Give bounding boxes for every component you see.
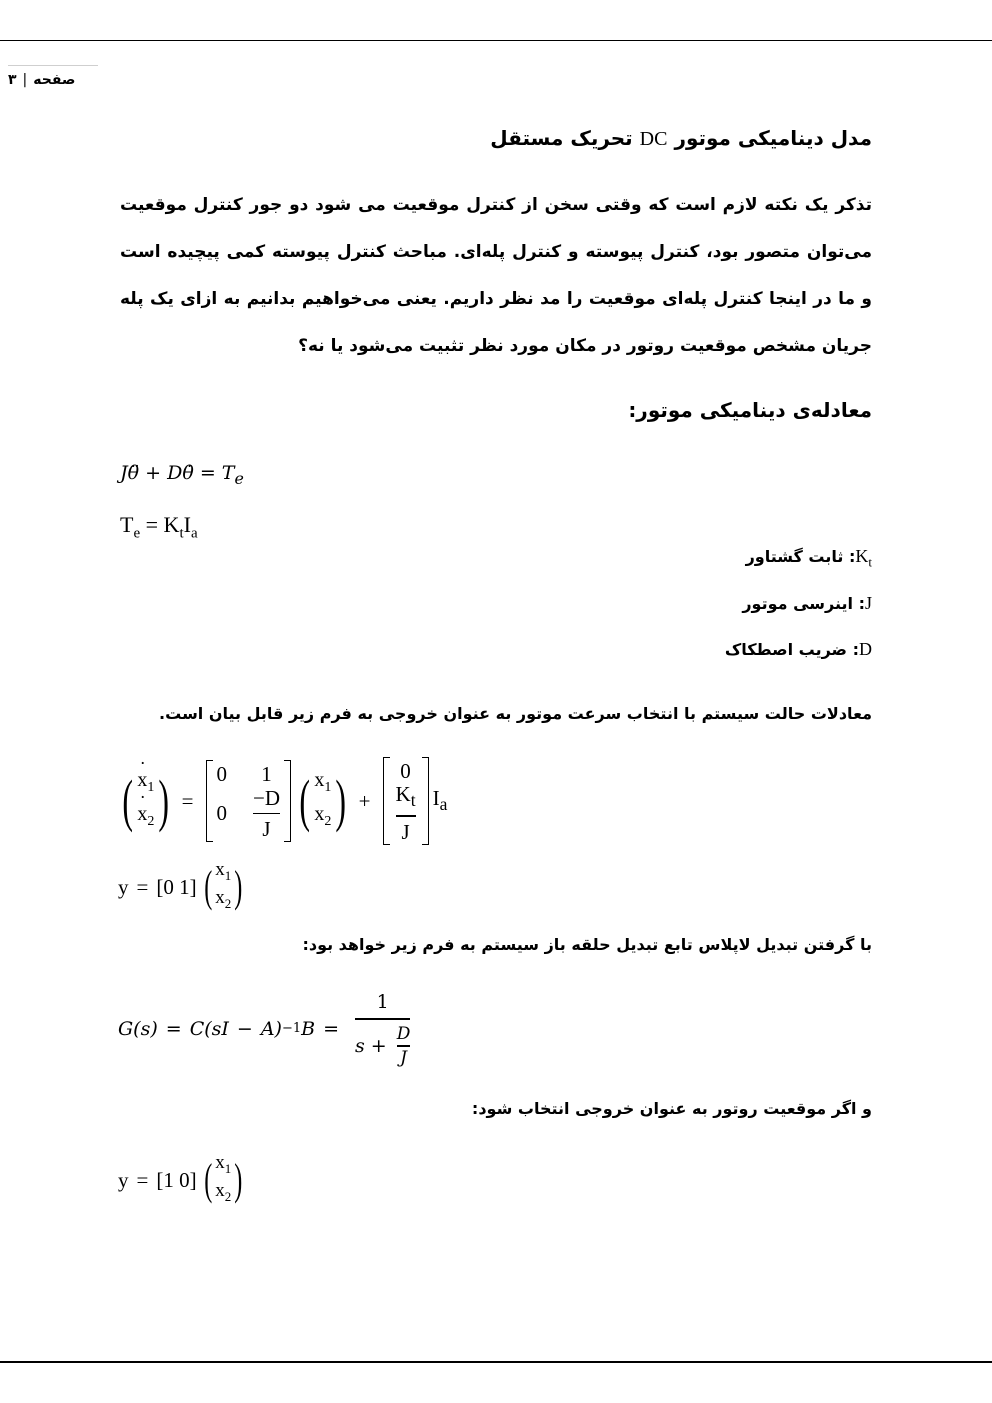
fraction-numerator xyxy=(396,783,416,811)
definition-colon: : xyxy=(848,547,856,566)
matrix-cell: 1 xyxy=(261,761,272,786)
page-number-rule xyxy=(8,65,98,66)
definition-j xyxy=(742,593,872,614)
b-term: B xyxy=(301,1017,316,1040)
right-bracket xyxy=(284,760,291,843)
definition-meaning: ثابت گشتاور xyxy=(745,547,844,566)
x-dot: ˙ x xyxy=(137,803,147,825)
minus-sign: − xyxy=(236,1017,253,1040)
left-paren: ( xyxy=(122,768,133,833)
c-matrix: [1 0] xyxy=(156,1167,197,1192)
transfer-function-equation xyxy=(118,990,410,1068)
fraction-bar xyxy=(397,1045,411,1047)
page-separator: | xyxy=(22,72,28,88)
y-symbol: y xyxy=(118,1167,129,1192)
fraction-denominator: J xyxy=(400,1047,407,1068)
subscript: t xyxy=(410,790,416,811)
b-vector xyxy=(383,757,429,845)
left-paren: ( xyxy=(299,768,310,833)
subscript: 1 xyxy=(224,868,232,883)
x-symbol: x xyxy=(215,887,225,908)
vector-column xyxy=(390,757,422,845)
state-vector xyxy=(295,767,351,835)
state-equation-intro: معادلات حالت سیستم با انتخاب سرعت موتور به عنوان خروجی به فرم زیر قابل بیان است. xyxy=(159,704,872,723)
subscript: 2 xyxy=(324,814,332,829)
left-paren: ( xyxy=(203,1155,212,1204)
fraction-bar xyxy=(253,813,280,815)
subscript: 1 xyxy=(224,1161,232,1176)
fraction-denominator: J xyxy=(401,819,410,844)
eq-subscript: e xyxy=(234,468,244,488)
vector-entry xyxy=(215,1152,231,1180)
eq-subscript: e xyxy=(133,525,141,542)
equals-sign: = xyxy=(323,1017,340,1040)
equals-sign: = xyxy=(136,1167,149,1192)
subscript: 1 xyxy=(324,780,332,795)
definition-meaning: ضریب اصطکاک xyxy=(724,640,848,659)
matrix-grid xyxy=(213,760,285,843)
definition-colon: : xyxy=(858,594,865,613)
definition-d xyxy=(725,639,872,660)
vector-entries xyxy=(314,767,331,835)
x-symbol: x xyxy=(314,769,325,791)
fraction-denominator: J xyxy=(262,817,271,842)
left-bracket xyxy=(206,760,213,843)
footer-rule xyxy=(0,1361,992,1363)
equals-sign: = xyxy=(181,788,194,813)
state-vector xyxy=(215,1152,231,1208)
transfer-function-intro: با گرفتن تبدیل لاپلاس تابع تبدیل حلقه باز سیستم به فرم زیر خواهد بود: xyxy=(302,935,872,954)
eq-operator: = xyxy=(199,462,216,484)
subscript: 2 xyxy=(224,895,232,911)
state-equation xyxy=(118,760,447,842)
d-over-j-fraction xyxy=(397,1024,411,1068)
eq-operator: = xyxy=(145,512,159,537)
subscript: 1 xyxy=(147,780,155,795)
title-part-2: تحریک مستقل xyxy=(490,126,633,150)
c-matrix: [0 1] xyxy=(156,874,197,899)
title-part-1: مدل دینامیکی موتور xyxy=(674,126,872,150)
eq-operator: + xyxy=(145,462,162,484)
matrix-cell: 0 xyxy=(216,761,227,786)
i-symbol: I xyxy=(432,786,440,811)
x-symbol: x xyxy=(215,1152,225,1174)
intro-paragraph: تذکر یک نکته لازم است که وقتی سخن از کنترل موقعیت می شود دو جور کنترل موقعیت می‌توان متصور بود، کنترل پیوسته و کنترل پله‌ای. مباحث کنترل پیوسته کمی پیچیده است و ما در اینجا کنترل پله‌ای موقعیت را مد نظر داریم. یعنی می‌خواهیم بدانیم به ازای یک پله جریان مشخص موقعیت روتور در مکان مورد نظر تثبیت می‌شود یا نه؟ xyxy=(120,195,872,356)
vector-entry xyxy=(314,801,331,835)
fraction-numerator: 1 xyxy=(376,991,389,1013)
definition-symbol: J xyxy=(864,593,872,613)
dynamics-heading: معادله‌ی دینامیکی موتور: xyxy=(628,398,872,422)
vector-entry xyxy=(215,887,231,915)
equals-sign: = xyxy=(165,1017,182,1040)
right-paren: ) xyxy=(234,1155,243,1204)
vector-entry xyxy=(215,859,231,887)
equals-sign: = xyxy=(136,874,149,899)
fraction-numerator: D xyxy=(396,1023,411,1044)
header-rule xyxy=(0,40,992,41)
torque-equation xyxy=(120,512,198,542)
eq-symbol: T xyxy=(120,512,134,537)
subscript: 2 xyxy=(147,814,155,829)
page-title xyxy=(490,126,872,151)
plus-sign: + xyxy=(370,1034,387,1057)
symbol-text: K xyxy=(855,546,869,566)
right-bracket xyxy=(422,757,429,845)
page-label: صفحه xyxy=(33,72,76,88)
g-of-s: G(s) xyxy=(118,1017,158,1040)
eq-symbol: K xyxy=(163,512,180,537)
x-dot: ˙ x xyxy=(137,769,147,791)
subscript: 2 xyxy=(224,1188,232,1204)
dynamics-equation xyxy=(120,462,244,488)
speed-output-equation xyxy=(118,859,246,912)
inverse-exponent: −1 xyxy=(281,1021,302,1037)
a-matrix xyxy=(206,760,292,843)
c-si-term: C(sI xyxy=(189,1017,229,1040)
left-paren: ( xyxy=(203,862,212,911)
vector-entries xyxy=(137,767,154,835)
definition-colon: : xyxy=(852,640,859,659)
eq-subscript: a xyxy=(190,525,198,542)
fraction-numerator: −D xyxy=(253,785,281,810)
vector-entry xyxy=(314,767,331,801)
definition-symbol: D xyxy=(859,639,872,659)
right-paren: ) xyxy=(335,768,347,833)
fraction-bar xyxy=(396,815,416,817)
vector-entry xyxy=(137,801,154,835)
definition-kt xyxy=(746,546,872,571)
fraction-bar xyxy=(355,1018,410,1020)
title-latin: DC xyxy=(639,128,668,150)
definition-meaning: اینرسی موتور xyxy=(742,594,853,613)
vector-cell-fraction xyxy=(396,783,416,843)
input-current xyxy=(433,786,448,815)
plus-sign: + xyxy=(358,788,371,813)
state-derivative-vector xyxy=(118,767,174,835)
x-symbol: x xyxy=(215,1180,225,1201)
eq-symbol: θ̇ xyxy=(182,462,194,484)
vector-cell: 0 xyxy=(400,759,411,784)
position-output-intro: و اگر موقعیت روتور به عنوان خروجی انتخاب شود: xyxy=(471,1099,872,1118)
fraction-denominator xyxy=(355,1024,410,1068)
vector-entry xyxy=(215,1180,231,1208)
symbol-subscript: t xyxy=(868,554,872,570)
x-symbol: x xyxy=(314,803,325,825)
state-vector xyxy=(215,859,231,915)
left-bracket xyxy=(383,757,390,845)
eq-symbol: D xyxy=(167,462,183,484)
tf-fraction xyxy=(355,990,410,1068)
eq-symbol: θ̈ xyxy=(127,462,140,484)
position-output-equation xyxy=(118,1152,246,1205)
right-paren: ) xyxy=(234,862,243,911)
right-paren: ) xyxy=(158,768,170,833)
matrix-cell-fraction xyxy=(253,787,280,841)
page-number-value: ۳ xyxy=(8,72,17,88)
x-symbol: x xyxy=(215,859,225,881)
a-term: A) xyxy=(260,1017,282,1040)
matrix-cell: 0 xyxy=(216,801,227,825)
subscript: a xyxy=(439,794,448,815)
eq-symbol: I xyxy=(183,512,191,537)
definition-symbol xyxy=(855,546,872,570)
k-symbol: K xyxy=(395,782,411,807)
page-number xyxy=(8,72,75,88)
eq-symbol: T xyxy=(221,462,235,484)
eq-symbol: J xyxy=(120,462,128,484)
s-symbol: s xyxy=(355,1034,365,1057)
y-symbol: y xyxy=(118,874,129,899)
eq-subscript: t xyxy=(179,525,184,542)
